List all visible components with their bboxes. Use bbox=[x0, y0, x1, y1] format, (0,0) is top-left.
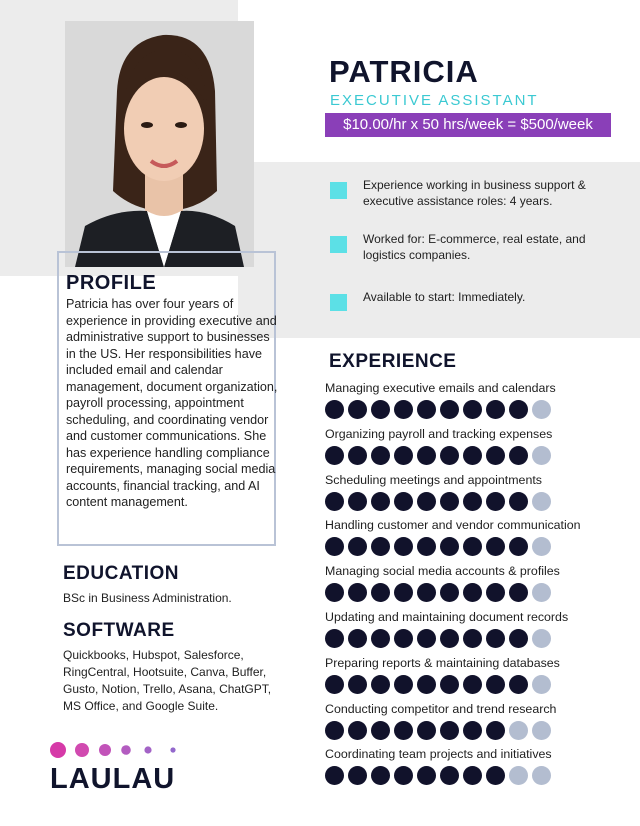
experience-item bbox=[325, 379, 625, 419]
rating-dot-filled bbox=[417, 675, 436, 694]
rating-dot-filled bbox=[463, 492, 482, 511]
rating-dot-filled bbox=[509, 675, 528, 694]
experience-skill-label: Conducting competitor and trend research bbox=[325, 701, 557, 716]
experience-skill-label: Managing social media accounts & profiles bbox=[325, 564, 560, 579]
rating-dot-filled bbox=[325, 492, 344, 511]
rating-dot-filled bbox=[486, 446, 505, 465]
rating-dot-filled bbox=[325, 400, 344, 419]
rating-dot-empty bbox=[532, 446, 551, 465]
company-logo-text: LAULAU bbox=[50, 763, 176, 795]
rating-dot-empty bbox=[532, 492, 551, 511]
rating-dot-filled bbox=[348, 721, 367, 740]
rating-dot-filled bbox=[463, 583, 482, 602]
rating-dots bbox=[325, 675, 625, 694]
rating-dot-filled bbox=[417, 492, 436, 511]
rating-dot-filled bbox=[325, 766, 344, 785]
rating-dot-empty bbox=[532, 537, 551, 556]
square-bullet-icon bbox=[330, 294, 347, 311]
software-text: Quickbooks, Hubspot, Salesforce, RingCentral, Hootsuite, Canva, Buffer, Gusto, Notion, Trello, Asana, ChatGPT, MS Office, and Google Suite. bbox=[63, 648, 272, 713]
rating-dot-filled bbox=[348, 492, 367, 511]
rating-dot-empty bbox=[532, 675, 551, 694]
rating-dots bbox=[325, 400, 625, 419]
rating-dot-filled bbox=[371, 400, 390, 419]
rating-dot-filled bbox=[348, 675, 367, 694]
rating-dot-filled bbox=[394, 537, 413, 556]
rating-dot-filled bbox=[440, 675, 459, 694]
rating-dot-filled bbox=[486, 766, 505, 785]
candidate-role: EXECUTIVE ASSISTANT bbox=[330, 92, 539, 109]
rating-dot-filled bbox=[325, 446, 344, 465]
experience-item bbox=[325, 700, 625, 740]
rating-dot-empty bbox=[532, 400, 551, 419]
rating-dot-filled bbox=[509, 492, 528, 511]
rating-dot-filled bbox=[417, 537, 436, 556]
experience-skill-label: Managing executive emails and calendars bbox=[325, 381, 556, 395]
rating-dot-filled bbox=[371, 675, 390, 694]
experience-skill-label: Organizing payroll and tracking expenses bbox=[325, 426, 553, 441]
rating-dot-filled bbox=[440, 583, 459, 602]
experience-item bbox=[325, 654, 625, 694]
rating-dot-filled bbox=[394, 675, 413, 694]
square-bullet-icon bbox=[330, 236, 347, 253]
rating-dot-filled bbox=[394, 492, 413, 511]
rating-dot-filled bbox=[371, 721, 390, 740]
rating-dots bbox=[325, 492, 625, 511]
rating-dot-filled bbox=[463, 766, 482, 785]
experience-item bbox=[325, 425, 625, 465]
rating-dot-filled bbox=[371, 537, 390, 556]
rating-dot-filled bbox=[348, 766, 367, 785]
rating-dot-filled bbox=[440, 492, 459, 511]
rating-dot-filled bbox=[348, 537, 367, 556]
fact-text: Experience working in business support & executive assistance roles: 4 years. bbox=[363, 178, 586, 208]
rating-dot-empty bbox=[532, 766, 551, 785]
rating-dots bbox=[325, 583, 625, 602]
rating-dot-filled bbox=[440, 629, 459, 648]
rating-dot-empty bbox=[532, 721, 551, 740]
rating-dot-filled bbox=[394, 766, 413, 785]
logo-dots-icon bbox=[49, 741, 179, 759]
rating-dot-filled bbox=[348, 446, 367, 465]
experience-item bbox=[325, 516, 625, 556]
rating-dot-filled bbox=[509, 629, 528, 648]
experience-skill-label: Coordinating team projects and initiatives bbox=[325, 747, 552, 762]
education-text: BSc in Business Administration. bbox=[63, 591, 232, 605]
education-heading: EDUCATION bbox=[63, 563, 180, 584]
rating-dot-filled bbox=[486, 537, 505, 556]
rating-dot-filled bbox=[463, 537, 482, 556]
rating-dot-filled bbox=[394, 721, 413, 740]
rating-dot-filled bbox=[463, 400, 482, 419]
rating-dot-filled bbox=[463, 721, 482, 740]
fact-text: Available to start: Immediately. bbox=[363, 290, 526, 304]
profile-photo bbox=[65, 21, 254, 267]
rating-dot-filled bbox=[417, 583, 436, 602]
rating-dot-filled bbox=[440, 766, 459, 785]
rating-dot-filled bbox=[509, 583, 528, 602]
rating-dot-filled bbox=[509, 400, 528, 419]
rating-dot-filled bbox=[509, 446, 528, 465]
rating-dot-filled bbox=[486, 583, 505, 602]
rating-dot-filled bbox=[325, 583, 344, 602]
rating-dot-filled bbox=[371, 583, 390, 602]
rating-dot-filled bbox=[348, 629, 367, 648]
rating-dot-filled bbox=[463, 446, 482, 465]
rating-dot-filled bbox=[394, 629, 413, 648]
rating-dots bbox=[325, 766, 625, 785]
rating-dot-filled bbox=[348, 400, 367, 419]
rating-dot-filled bbox=[463, 675, 482, 694]
rating-dot-filled bbox=[371, 629, 390, 648]
rating-dot-filled bbox=[463, 629, 482, 648]
rating-dot-filled bbox=[394, 446, 413, 465]
profile-heading: PROFILE bbox=[66, 272, 157, 294]
rating-dot-filled bbox=[371, 766, 390, 785]
experience-skill-label: Preparing reports & maintaining databases bbox=[325, 655, 560, 670]
rating-dot-filled bbox=[394, 400, 413, 419]
rating-dot-filled bbox=[486, 400, 505, 419]
rating-dot-filled bbox=[417, 766, 436, 785]
rating-dot-filled bbox=[417, 721, 436, 740]
experience-item bbox=[325, 562, 625, 602]
rating-dot-filled bbox=[325, 629, 344, 648]
rating-dot-filled bbox=[440, 537, 459, 556]
rating-dot-filled bbox=[486, 721, 505, 740]
experience-item bbox=[325, 471, 625, 511]
rating-dot-filled bbox=[440, 446, 459, 465]
experience-heading: EXPERIENCE bbox=[329, 351, 457, 372]
rating-dot-filled bbox=[325, 537, 344, 556]
fact-text: Worked for: E-commerce, real estate, and logistics companies. bbox=[363, 232, 586, 262]
software-heading: SOFTWARE bbox=[63, 620, 175, 641]
rating-dot-filled bbox=[417, 446, 436, 465]
rating-dot-filled bbox=[486, 492, 505, 511]
rating-dot-filled bbox=[325, 675, 344, 694]
rating-dot-filled bbox=[348, 583, 367, 602]
rating-dots bbox=[325, 629, 625, 648]
rating-dot-filled bbox=[394, 583, 413, 602]
rating-dot-filled bbox=[417, 629, 436, 648]
rate-banner: $10.00/hr x 50 hrs/week = $500/week bbox=[325, 113, 611, 137]
square-bullet-icon bbox=[330, 182, 347, 199]
experience-skill-label: Handling customer and vendor communication bbox=[325, 518, 581, 533]
rating-dot-empty bbox=[509, 766, 528, 785]
rating-dots bbox=[325, 446, 625, 465]
candidate-name: PATRICIA bbox=[329, 54, 479, 89]
rating-dot-filled bbox=[417, 400, 436, 419]
rating-dots bbox=[325, 721, 625, 740]
rating-dot-filled bbox=[371, 492, 390, 511]
rating-dot-empty bbox=[509, 721, 528, 740]
rating-dot-empty bbox=[532, 583, 551, 602]
experience-item bbox=[325, 745, 625, 785]
experience-skill-label: Scheduling meetings and appointments bbox=[325, 472, 542, 487]
rating-dots bbox=[325, 537, 625, 556]
profile-summary: Patricia has over four years of experience in providing executive and administrative support to businesses in the US. Her responsibilities have included email and calendar management, document organization, payroll processing, appointment scheduling, and coordinating vendor and customer communications. She has experience handling compliance requirements, managing social media accounts, financial tracking, and AI content management. bbox=[66, 297, 278, 509]
rating-dot-empty bbox=[532, 629, 551, 648]
rating-dot-filled bbox=[371, 446, 390, 465]
experience-item bbox=[325, 608, 625, 648]
rating-dot-filled bbox=[486, 629, 505, 648]
rating-dot-filled bbox=[325, 721, 344, 740]
rating-dot-filled bbox=[440, 400, 459, 419]
rating-dot-filled bbox=[509, 537, 528, 556]
experience-skill-label: Updating and maintaining document records bbox=[325, 610, 569, 624]
rating-dot-filled bbox=[486, 675, 505, 694]
rating-dot-filled bbox=[440, 721, 459, 740]
